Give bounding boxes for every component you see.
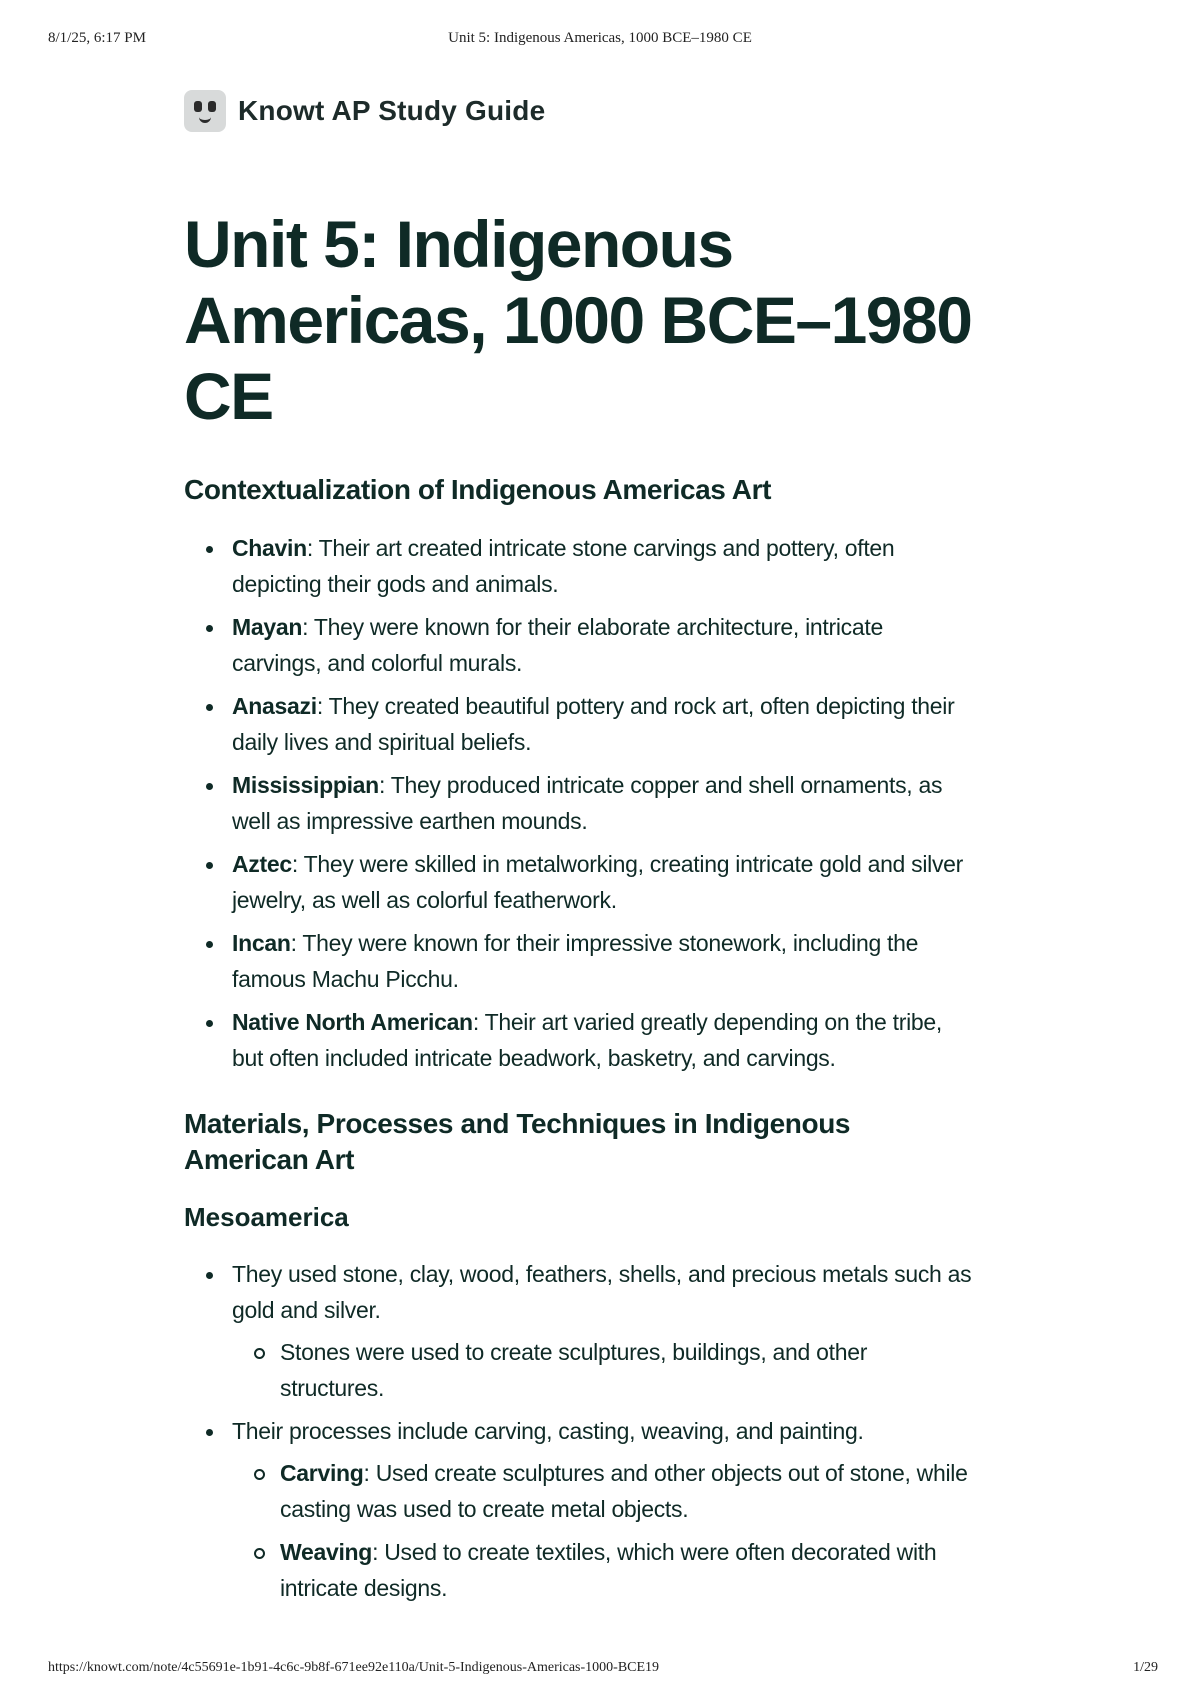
section-heading-context: Contextualization of Indigenous Americas Art xyxy=(184,474,772,505)
print-document-title: Unit 5: Indigenous Americas, 1000 BCE–1980 CE xyxy=(448,30,752,46)
list-item-term: Chavin xyxy=(232,535,307,561)
list-item-text: Their processes include carving, casting, weaving, and painting. xyxy=(232,1418,864,1444)
note-content xyxy=(184,206,974,1613)
list-item xyxy=(184,1413,974,1606)
materials-list xyxy=(184,1256,974,1606)
list-item-text: : They were known for their elaborate architecture, intricate carvings, and colorful murals. xyxy=(232,614,883,676)
list-item-text: They used stone, clay, wood, feathers, shells, and precious metals such as gold and silver. xyxy=(232,1261,972,1323)
list-item-text: : They produced intricate copper and shell ornaments, as well as impressive earthen mounds. xyxy=(232,772,943,834)
sub-list-item xyxy=(232,1455,974,1527)
print-footer xyxy=(0,1660,1200,1684)
list-item-term: Native North American xyxy=(232,1009,473,1035)
brand-name: Knowt AP Study Guide xyxy=(238,95,546,126)
page-number: 1/29 xyxy=(1133,1660,1158,1675)
sub-list-item-term: Carving xyxy=(280,1460,364,1486)
list-item-text: : Their art varied greatly depending on the tribe, but often included intricate beadwork, basketry, and carvings. xyxy=(232,1009,942,1071)
list-item-term: Aztec xyxy=(232,851,292,877)
list-item-text: : They created beautiful pottery and rock art, often depicting their daily lives and spiritual beliefs. xyxy=(232,693,955,755)
print-url: https://knowt.com/note/4c55691e-1b91-4c6c-9b8f-671ee92e110a/Unit-5-Indigenous-Americas-1000-BCE19 xyxy=(48,1660,660,1675)
print-date: 8/1/25, 6:17 PM xyxy=(48,30,146,46)
sub-list xyxy=(232,1334,974,1406)
sub-list-item-text: : Used create sculptures and other objects out of stone, while casting was used to create metal objects. xyxy=(280,1460,968,1522)
brand-header xyxy=(184,90,545,132)
list-item-text: : They were known for their impressive stonework, including the famous Machu Picchu. xyxy=(232,930,919,992)
list-item-term: Mississippian xyxy=(232,772,379,798)
list-item-term: Anasazi xyxy=(232,693,317,719)
sub-list-item xyxy=(232,1334,974,1406)
list-item xyxy=(184,688,974,760)
subheading-mesoamerica: Mesoamerica xyxy=(184,1202,349,1232)
list-item-text: : Their art created intricate stone carvings and pottery, often depicting their gods and animals. xyxy=(232,535,895,597)
page-title: Unit 5: Indigenous Americas, 1000 BCE–1980 CE xyxy=(184,207,972,433)
list-item xyxy=(184,925,974,997)
section-heading-materials: Materials, Processes and Techniques in Indigenous American Art xyxy=(184,1108,851,1175)
list-item xyxy=(184,530,974,602)
list-item xyxy=(184,1256,974,1406)
list-item-term: Incan xyxy=(232,930,291,956)
knowt-mascot-icon xyxy=(184,90,226,132)
list-item xyxy=(184,609,974,681)
list-item-term: Mayan xyxy=(232,614,303,640)
list-item xyxy=(184,846,974,918)
list-item xyxy=(184,1004,974,1076)
context-list xyxy=(184,530,974,1076)
sub-list-item xyxy=(232,1534,974,1606)
list-item-text: : They were skilled in metalworking, creating intricate gold and silver jewelry, as well as colorful featherwork. xyxy=(232,851,964,913)
sub-list-item-text: Stones were used to create sculptures, buildings, and other structures. xyxy=(280,1339,868,1401)
sub-list-item-term: Weaving xyxy=(280,1539,373,1565)
print-header xyxy=(0,30,1200,54)
list-item xyxy=(184,767,974,839)
sub-list xyxy=(232,1455,974,1606)
sub-list-item-text: : Used to create textiles, which were often decorated with intricate designs. xyxy=(280,1539,937,1601)
